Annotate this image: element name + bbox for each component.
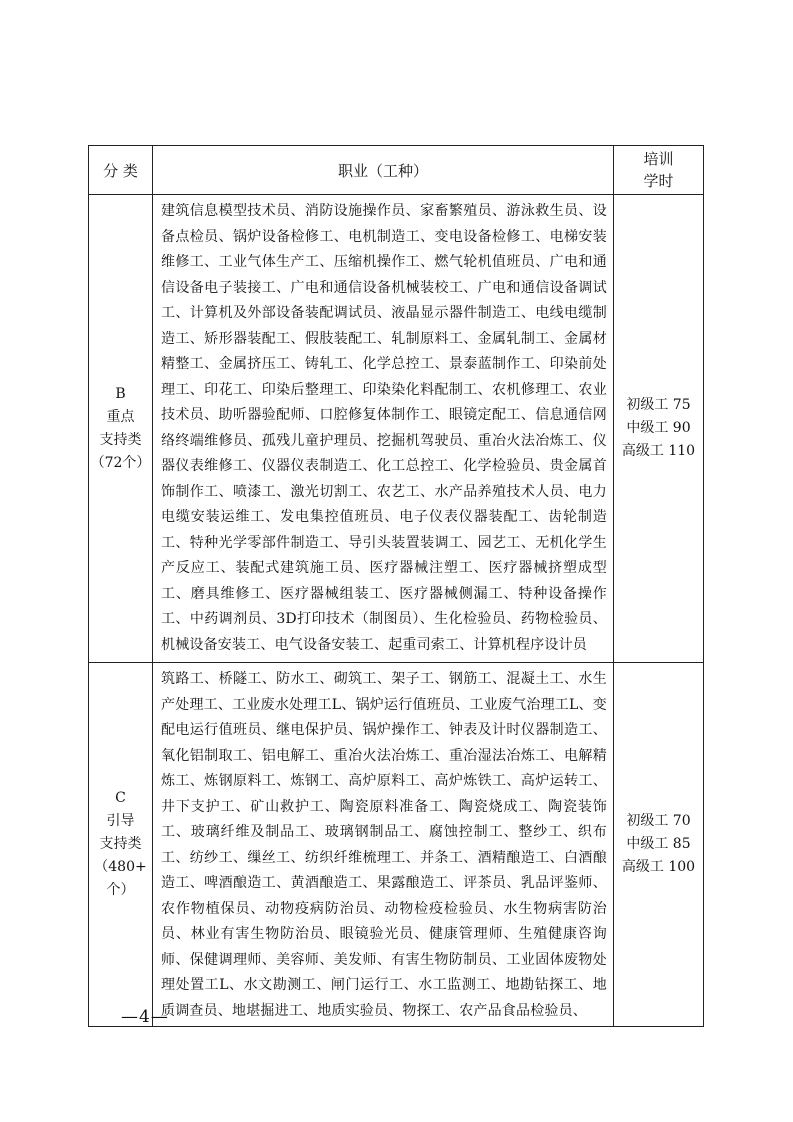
header-hours bbox=[614, 146, 704, 195]
table-row bbox=[89, 663, 704, 1027]
header-occupation: 职业（工种） bbox=[153, 146, 614, 195]
hours-intermediate: 中级工 85 bbox=[626, 836, 691, 852]
hours-intermediate: 中级工 90 bbox=[626, 420, 691, 436]
category-name: 重点 bbox=[106, 408, 135, 425]
occupation-table bbox=[88, 145, 704, 1027]
category-letter: C bbox=[115, 790, 126, 806]
category-cell bbox=[89, 663, 153, 1027]
category-count: （480+ bbox=[94, 859, 147, 875]
hours-junior: 初级工 70 bbox=[626, 813, 691, 829]
hours-senior: 高级工 110 bbox=[621, 443, 696, 459]
table-header-row bbox=[89, 146, 704, 195]
hours-senior: 高级工 100 bbox=[621, 859, 696, 875]
header-category: 分 类 bbox=[89, 146, 153, 195]
table-row bbox=[89, 195, 704, 663]
training-hours-cell bbox=[614, 195, 704, 663]
category-letter: B bbox=[115, 385, 126, 402]
occupation-list: 筑路工、桥隧工、防水工、砌筑工、架子工、钢筋工、混凝土工、水生产处理工、工业废水处理工L、锅炉运行值班员、工业废气治理工L、变配电运行值班员、继电保护员、锅炉操作工、钟表及计时仪器制造工、氧化铝制取工、铝电解工、重冶火法冶炼工、重冶湿法冶炼工、电解精炼工、炼钢原料工、炼钢工、高炉原料工、高炉炼铁工、高炉运转工、井下支护工、矿山救护工、陶瓷原料准备工、陶瓷烧成工、陶瓷装饰工、玻璃纤维及制品工、玻璃钢制品工、腐蚀控制工、整纱工、织布工、纺纱工、缫丝工、纺织纤维梳理工、并条工、酒精酿造工、白酒酿造工、啤酒酿造工、黄酒酿造工、果露酿造工、评茶员、乳品评鉴师、农作物植保员、动物疫病防治员、动物检疫检验员、水生物病害防治员、林业有害生物防治员、眼镜验光员、健康管理师、生殖健康咨询师、保健调理师、美容师、美发师、有害生物防制员、工业固体废物处理处置工L、水文勘测工、闸门运行工、水工监测工、地勘钻探工、地质调查员、地堪掘进工、地质实验员、物探工、农产品食品检验员、 bbox=[153, 663, 614, 1027]
category-cell bbox=[89, 195, 153, 663]
occupation-list: 建筑信息模型技术员、消防设施操作员、家畜繁殖员、游泳救生员、设备点检员、锅炉设备检修工、电机制造工、变电设备检修工、电梯安装维修工、工业气体生产工、压缩机操作工、燃气轮机值班员、广电和通信设备电子装接工、广电和通信设备机械装校工、广电和通信设备调试工、计算机及外部设备装配调试员、液晶显示器件制造工、电线电缆制造工、矫形器装配工、假肢装配工、轧制原料工、金属轧制工、金属材精整工、金属挤压工、铸轧工、化学总控工、景泰蓝制作工、印染前处理工、印花工、印染后整理工、印染染化料配制工、农机修理工、农业技术员、助听器验配师、口腔修复体制作工、眼镜定配工、信息通信网络终端维修员、孤残儿童护理员、挖掘机驾驶员、重冶火法冶炼工、仪器仪表维修工、仪器仪表制造工、化工总控工、化学检验员、贵金属首饰制作工、喷漆工、激光切割工、农艺工、水产品养殖技术人员、电力电缆安装运维工、发电集控值班员、电子仪表仪器装配工、齿轮制造工、特种光学零部件制造工、导引头装置装调工、园艺工、无机化学生产反应工、装配式建筑施工员、医疗器械注塑工、医疗器械挤塑成型工、磨具维修工、医疗器械组装工、医疗器械侧漏工、特种设备操作工、中药调剂员、3D打印技术（制图员）、生化检验员、药物检验员、机械设备安装工、电气设备安装工、起重司索工、计算机程序设计员 bbox=[153, 195, 614, 663]
category-name: 支持类 bbox=[99, 836, 142, 852]
category-name: 引导 bbox=[106, 813, 135, 829]
category-count: （72个） bbox=[90, 454, 151, 471]
header-hours-text: 培训 学时 bbox=[643, 150, 674, 190]
page-number: —4— bbox=[121, 1007, 169, 1027]
category-count: 个） bbox=[106, 882, 135, 898]
training-hours-cell bbox=[614, 663, 704, 1027]
hours-junior: 初级工 75 bbox=[626, 397, 691, 413]
category-name: 支持类 bbox=[99, 431, 142, 448]
